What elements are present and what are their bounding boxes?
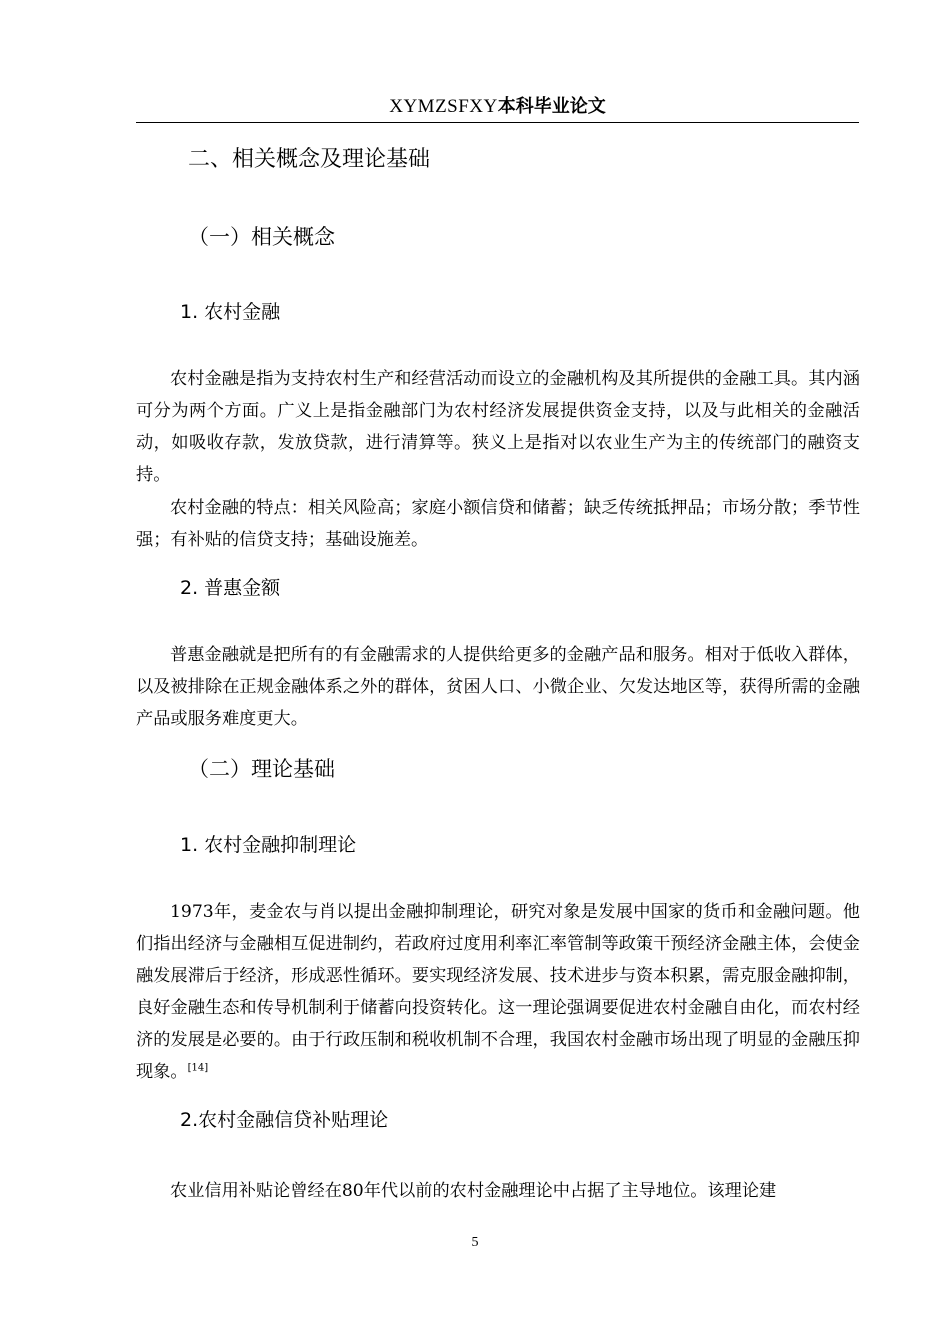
page-header (136, 94, 859, 123)
paragraph-rural-finance-features: 农村金融的特点：相关风险高；家庭小额信贷和储蓄；缺乏传统抵押品；市场分散；季节性强；有补贴的信贷支持；基础设施差。 (136, 498, 860, 550)
header-title: 本科毕业论文 (497, 96, 606, 117)
section-title: 二、相关概念及理论基础 (188, 147, 431, 172)
paragraph-rural-finance-definition: 农村金融是指为支持农村生产和经营活动而设立的金融机构及其所提供的金融工具。其内涵可分为两个方面。广义上是指金融部门为农村经济发展提供资金支持，以及与此相关的金融活动，如吸收存款，发放贷款，进行清算等。狭义上是指对以农业生产为主的传统部门的融资支持。 (136, 369, 860, 485)
page-number: 5 (471, 1235, 479, 1250)
item-title-credit-subsidy-theory: 2.农村金融信贷补贴理论 (180, 1109, 389, 1131)
citation-reference: [14] (187, 1062, 209, 1074)
item-title-inclusive-finance: 2. 普惠金额 (180, 577, 281, 599)
subsection-title-theory: （二）理论基础 (188, 757, 335, 781)
header-code: XYMZSFXY (389, 96, 498, 117)
subsection-title-concepts: （一）相关概念 (188, 225, 335, 249)
paragraph-repression-theory (136, 896, 860, 1088)
paragraph-inclusive-finance: 普惠金融就是把所有的有金融需求的人提供给更多的金融产品和服务。相对于低收入群体，以及被排除在正规金融体系之外的群体，贫困人口、小微企业、欠发达地区等，获得所需的金融产品或服务难度更大。 (136, 645, 860, 729)
item-title-repression-theory: 1. 农村金融抑制理论 (180, 834, 357, 856)
item-title-rural-finance: 1. 农村金融 (180, 301, 281, 323)
paragraph-credit-subsidy-theory: 农业信用补贴论曾经在80年代以前的农村金融理论中占据了主导地位。该理论建 (170, 1181, 777, 1201)
paragraph-repression-theory-text: 1973年，麦金农与肖以提出金融抑制理论，研究对象是发展中国家的货币和金融问题。他们指出经济与金融相互促进制约，若政府过度用利率汇率管制等政策干预经济金融主体，会使金融发展滞后于经济，形成恶性循环。要实现经济发展、技术进步与资本积累，需克服金融抑制，良好金融生态和传导机制利于储蓄向投资转化。这一理论强调要促进农村金融自由化，而农村经济的发展是必要的。由于行政压制和税收机制不合理，我国农村金融市场出现了明显的金融压抑现象。 (136, 902, 860, 1082)
